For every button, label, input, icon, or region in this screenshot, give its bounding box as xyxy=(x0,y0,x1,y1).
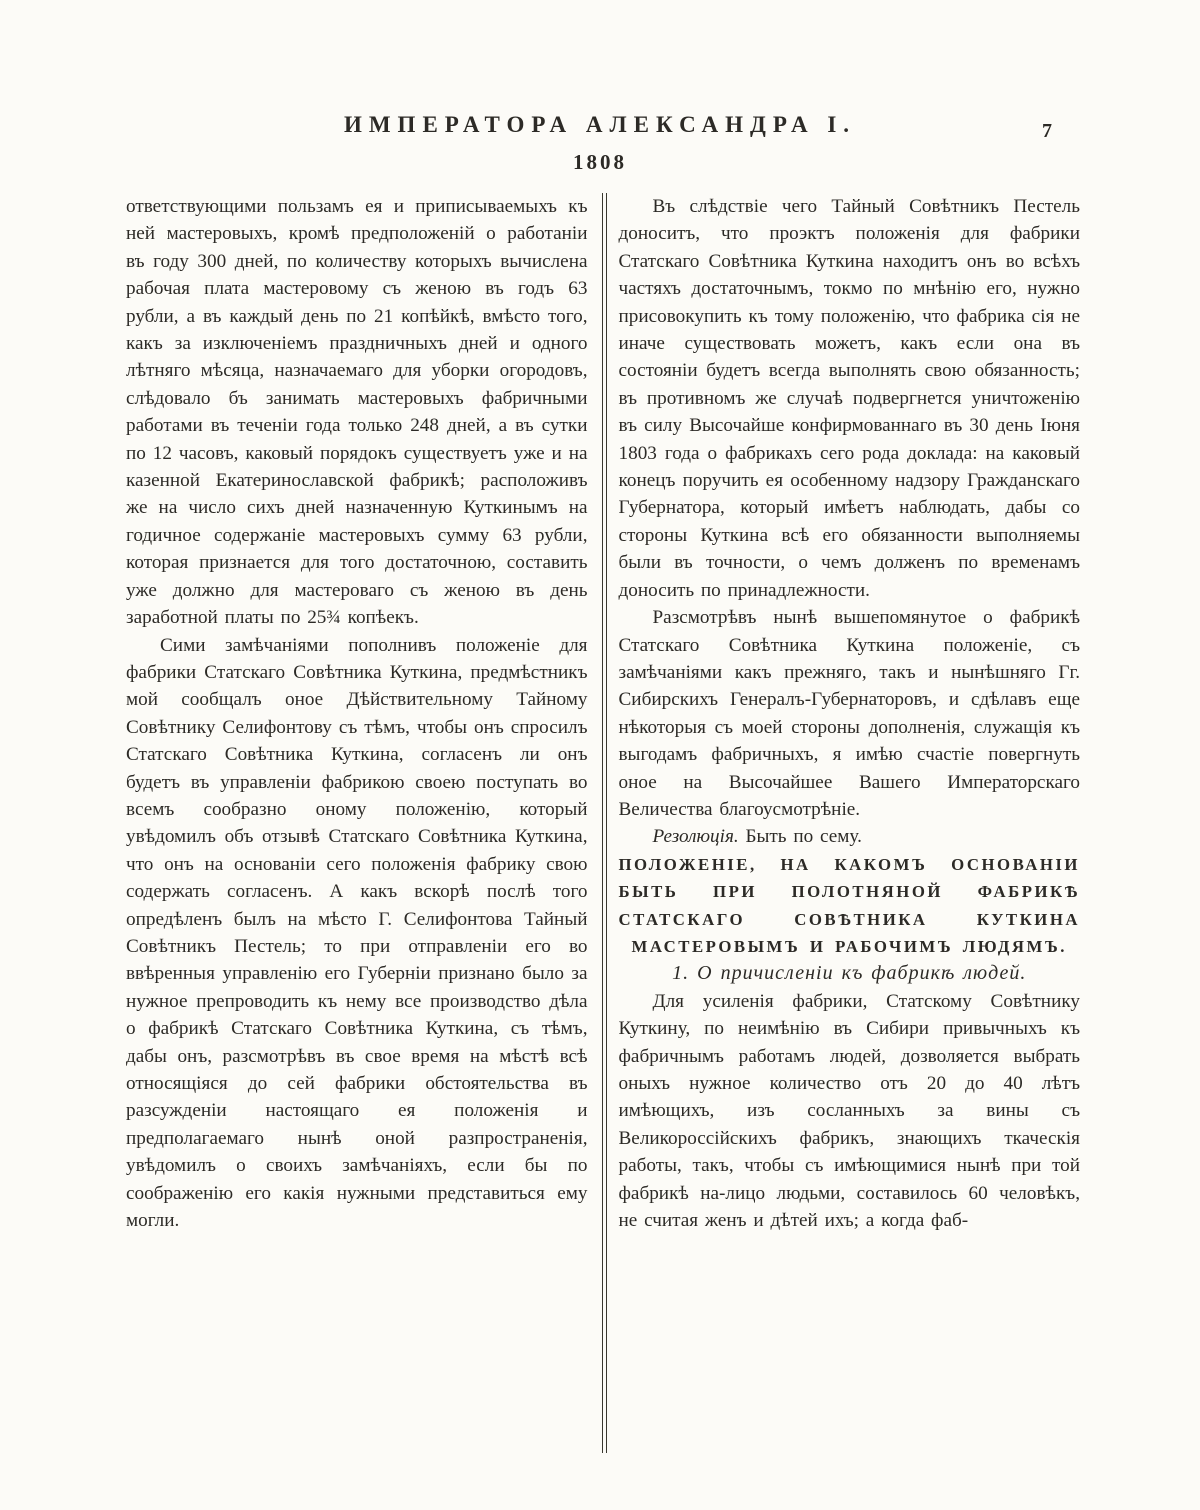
resolution-label: Резолюція. xyxy=(652,826,739,848)
right-paragraph-closing: Для усиленія фабрики, Статскому Совѣтнику Куткину, по неимѣнію въ Сибири привычныхъ къ фабричнымъ работамъ людей, дозволяется выбрать оныхъ нужное количество отъ 20 до 40 лѣтъ имѣющихъ, изъ сосланныхъ за вины съ Великороссійскихъ фабрикъ, знающихъ ткаческія работы, такъ, чтобы съ имѣющимися нынѣ при той фабрикѣ на-лицо людьми, составилось 60 человѣкъ, не считая женъ и дѣтей ихъ; а когда фаб- xyxy=(618,990,1080,1232)
resolution-text: Быть по сему. xyxy=(745,826,862,848)
left-paragraph: Сими замѣчаніями пополнивъ положеніе для фабрики Статскаго Совѣтника Куткина, предмѣстникъ мой сообщалъ оное Дѣйствительному Тайному Совѣтнику Селифонтову съ тѣмъ, чтобы онъ спросилъ Статскаго Совѣтника Куткина, согласенъ ли онъ будетъ въ управленіи фабрикою своею поступать во всемъ сообразно оному положенію, который увѣдомилъ объ отзывѣ Статскаго Совѣтника Куткина, что онъ на основаніи сего положенія фабрику свою содержать согласенъ. А какъ вскорѣ послѣ того опредѣленъ былъ на мѣсто Г. Селифонтова Тайный Совѣтникъ Пестель; то при отправленіи его во ввѣренныя управленію его Губерніи признано было за нужное препроводить къ нему все производство дѣла о фабрикѣ Статскаго Совѣтника Куткина, съ тѣмъ, дабы онъ, разсмотрѣвъ въ свое время на мѣстѣ всѣ относящіяся до сей фабрики обстоятельства въ разсужденіи настоящаго ея положенія и предполагаемаго нынѣ оной разпространенія, увѣдомилъ о своихъ замѣчаніяхъ, если бы по соображенію его какія нужными представиться ему могли. xyxy=(126,634,588,1232)
page-number: 7 xyxy=(1042,120,1052,142)
year-heading: 1808 xyxy=(573,150,627,174)
right-paragraph: Разсмотрѣвъ нынѣ вышепомянутое о фабрикѣ Статскаго Совѣтника Куткина положеніе, съ замѣчаніями какъ прежняго, такъ и нынѣшняго Гг. Сибирскихъ Генералъ-Губернаторовъ, и сдѣлавъ еще нѣкоторыя съ моей стороны дополненія, служащія къ выгодамъ фабричныхъ, я имѣю счастіе повергнуть оное на Высочайшее Вашего Императорскаго Величества благоусмотрѣніе. xyxy=(618,607,1080,820)
text-columns xyxy=(126,193,1080,1453)
column-divider-rule xyxy=(602,193,607,1453)
left-paragraph-continuation: ответствующими пользамъ ея и приписываемыхъ къ ней мастеровыхъ, кромѣ предположеній о работаніи въ году 300 дней, по количеству которыхъ вычислена рабочая плата мастеровому съ женою въ годъ 63 рубли, а въ каждый день по 21 копѣйкѣ, вмѣсто того, какъ за изключеніемъ праздничныхъ дней и одного лѣтняго мѣсяца, назначаемаго для уборки огородовъ, слѣдовало бъ занимать мастеровыхъ фабричными работами въ теченіи года только 248 дней, а въ сутки по 12 часовъ, каковый порядокъ существуетъ уже и на казенной Екатеринославской фабрикѣ; расположивъ же на число сихъ дней назначенную Куткинымъ на годичное содержаніе мастеровыхъ сумму 63 рубли, которая признается для того достаточною, составить уже должно для мастероваго съ женою въ день заработной платы по 25¾ копѣекъ. xyxy=(126,196,588,629)
right-paragraph: Въ слѣдствіе чего Тайный Совѣтникъ Пестель доноситъ, что проэктъ положенія для фабрики Статскаго Совѣтника Куткина находитъ онъ во всѣхъ частяхъ достаточнымъ, токмо по мнѣнію его, нужно присовокупить къ тому положенію, что фабрика сія не иначе существовать можетъ, какъ если она въ состояніи будетъ всегда выполнять свою обязанность; въ противномъ же случаѣ подвергнется уничтоженію въ силу Высочайше конфирмованнаго въ 30 день Іюня 1803 года о фабрикахъ сего рода доклада: на каковый конецъ поручить ея особенному надзору Гражданскаго Губернатора, который имѣетъ наблюдать, дабы со стороны Куткина всѣ его обязанности выполняемы были въ точности, о чемъ долженъ по временамъ доносить по принадлежности. xyxy=(618,196,1080,601)
statute-heading: ПОЛОЖЕНІЕ, НА КАКОМЪ ОСНОВАНІИ БЫТЬ ПРИ ПОЛОТНЯНОЙ ФАБРИКѢ СТАТСКАГО СОВѢТНИКА КУТКИНА МАСТЕРОВЫМЪ И РАБОЧИМЪ ЛЮДЯМЪ. xyxy=(618,854,1080,956)
left-column xyxy=(126,193,588,1453)
right-column xyxy=(619,193,1081,1453)
section-heading: 1. О причисленіи къ фабрикѣ людей. xyxy=(672,962,1027,985)
resolution-line xyxy=(619,823,1081,850)
page-header-title: ИМПЕРАТОРА АЛЕКСАНДРА I. xyxy=(343,112,857,137)
